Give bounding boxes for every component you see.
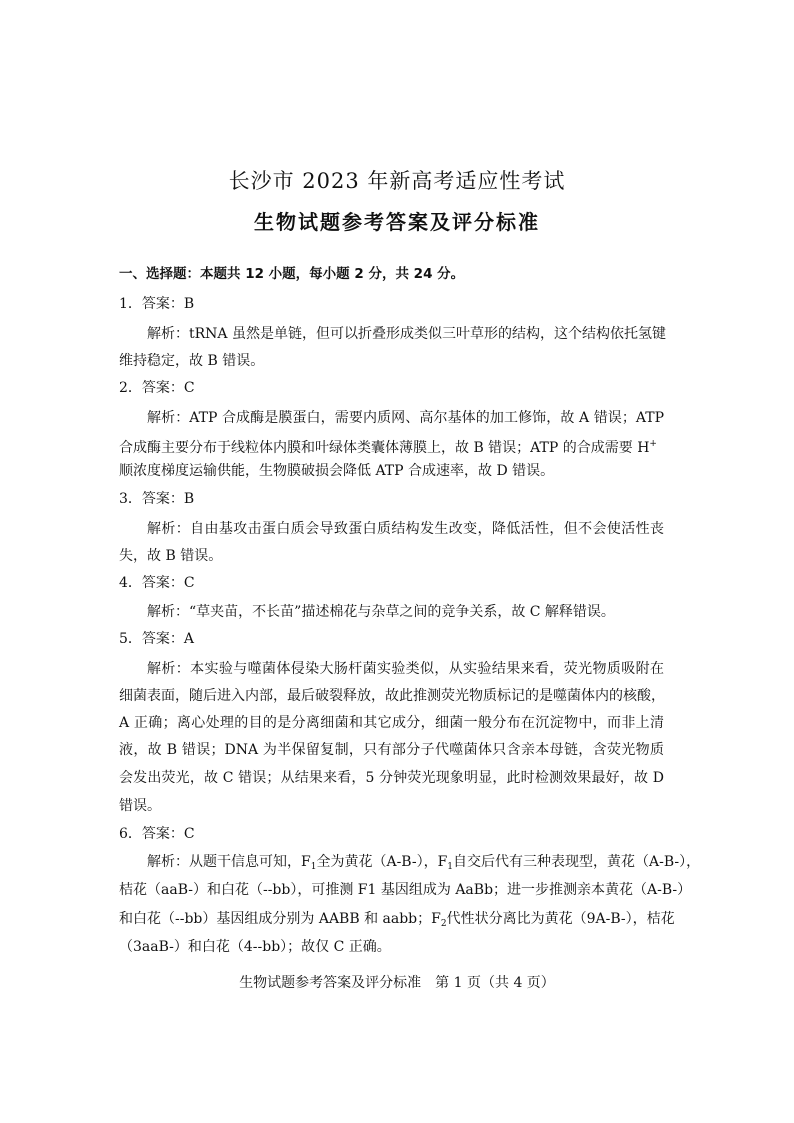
- q5-answer: 5．答案：A: [119, 631, 195, 647]
- q5-explanation-line5: 会发出荧光，故 C 错误；从结果来看，5 分钟荧光现象明显，此时检测效果最好，故 D: [119, 770, 664, 786]
- q3-explanation-line1: 解析：自由基攻击蛋白质会导致蛋白质结构发生改变，降低活性，但不会使活性丧: [147, 521, 664, 537]
- q6-answer: 6．答案：C: [119, 826, 195, 842]
- q5-explanation-line3: A 正确；离心处理的目的是分离细菌和其它成分，细菌一般分布在沉淀物中，而非上清: [119, 715, 664, 731]
- section-heading: 一、选择题：本题共 12 小题，每小题 2 分，共 24 分。: [119, 266, 465, 282]
- q3-answer: 3．答案：B: [119, 491, 195, 507]
- q6-line1-part-b: 全为黄花（A-B-），F: [316, 854, 448, 870]
- q6-explanation-line3: [119, 909, 675, 934]
- q2-explanation-line3: 顺浓度梯度运输供能，生物膜破损会降低 ATP 合成速率，故 D 错误。: [119, 463, 555, 479]
- q6-line3-part-b: 代性状分离比为黄花（9A-B-），桔花: [446, 911, 675, 927]
- q2-explanation-line2: [119, 434, 657, 458]
- q4-answer: 4．答案：C: [119, 575, 195, 591]
- q6-line3-part-a: 和白花（--bb）基因组成分别为 AABB 和 aabb；F: [119, 911, 441, 927]
- q6-explanation-line1: [147, 852, 701, 877]
- q3-explanation-line2: 失，故 B 错误。: [119, 548, 223, 564]
- subscript-1: 1: [447, 862, 454, 872]
- q2-answer: 2．答案：C: [119, 380, 195, 396]
- q4-explanation-line1: 解析：“草夹苗，不长苗”描述棉花与杂草之间的竞争关系，故 C 解释错误。: [147, 604, 615, 620]
- q1-explanation-line2: 维持稳定，故 B 错误。: [119, 353, 265, 369]
- q5-explanation-line2: 细菌表面，随后进入内部，最后破裂释放，故此推测荧光物质标记的是噬菌体内的核酸，: [119, 688, 665, 704]
- q5-explanation-line1: 解析：本实验与噬菌体侵染大肠杆菌实验类似，从实验结果来看，荧光物质吸附在: [147, 661, 664, 677]
- q6-line1-part-c: 自交后代有三种表现型，黄花（A-B-），: [453, 854, 701, 870]
- q6-explanation-line2: 桔花（aaB-）和白花（--bb），可推测 F1 基因组成为 AaBb；进一步推测亲本黄花（A-B-）: [119, 882, 692, 898]
- exam-title: 长沙市 2023 年新高考适应性考试: [228, 169, 566, 193]
- q2-line2-text: 合成酶主要分布于线粒体内膜和叶绿体类囊体薄膜上，故 B 错误；ATP 的合成需要 H: [119, 440, 650, 456]
- q5-explanation-line6: 错误。: [119, 798, 161, 814]
- subscript-2: 2: [440, 919, 447, 929]
- q5-explanation-line4: 液，故 B 错误；DNA 为半保留复制，只有部分子代噬菌体只含亲本母链，含荧光物质: [119, 742, 664, 758]
- q1-answer: 1．答案：B: [119, 296, 195, 312]
- subscript-1: 1: [310, 862, 317, 872]
- q1-explanation-line1: 解析：tRNA 虽然是单链，但可以折叠形成类似三叶草形的结构，这个结构依托氢键: [147, 326, 666, 342]
- q6-line1-part-a: 解析：从题干信息可知，F: [147, 854, 311, 870]
- document-subtitle: 生物试题参考答案及评分标准: [254, 210, 540, 234]
- superscript-plus: +: [649, 439, 657, 449]
- q2-explanation-line1: 解析：ATP 合成酶是膜蛋白，需要内质网、高尔基体的加工修饰，故 A 错误；ATP: [147, 410, 664, 426]
- page-footer: 生物试题参考答案及评分标准 第 1 页（共 4 页）: [239, 975, 555, 991]
- q6-explanation-line4: （3aaB-）和白花（4--bb）；故仅 C 正确。: [119, 939, 391, 955]
